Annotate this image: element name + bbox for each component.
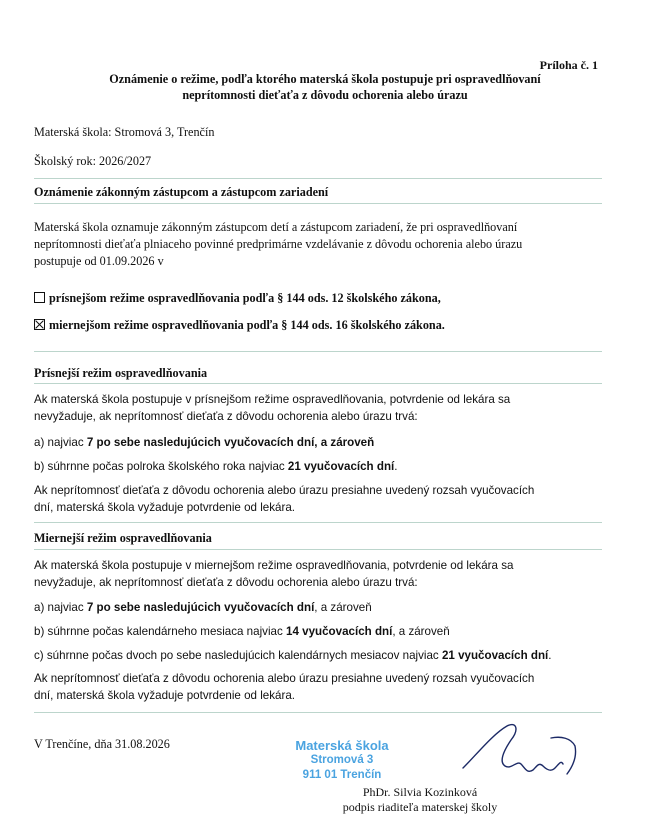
mild-intro-line-1: Ak materská škola postupuje v miernejšom režime ospravedlňovania, potvrdenie od lekára sa <box>34 559 514 572</box>
unchecked-checkbox-icon <box>34 292 45 303</box>
place-date: V Trenčíne, dňa 31.08.2026 <box>34 737 170 751</box>
strict-intro-line-1: Ak materská škola postupuje v prísnejšom režime ospravedlňovania, potvrdenie od lekára sa <box>34 393 511 406</box>
mild-item-c: c) súhrnne počas dvoch po sebe nasledujúcich kalendárnych mesiacov najviac 21 vyučovacích dní. <box>34 649 552 662</box>
strict-item-b: b) súhrnne počas polroka školského roka najviac 21 vyučovacích dní. <box>34 460 398 473</box>
attachment-label: Príloha č. 1 <box>539 58 598 72</box>
divider <box>34 712 602 713</box>
school-line: Materská škola: Stromová 3, Trenčín <box>34 125 215 139</box>
option-mild-label: miernejšom režime ospravedlňovania podľa § 144 ods. 16 školského zákona. <box>49 318 445 332</box>
notice-heading: Oznámenie zákonným zástupcom a zástupcom zariadení <box>34 185 329 199</box>
mild-item-b: b) súhrnne počas kalendárneho mesiaca najviac 14 vyučovacích dní, a zároveň <box>34 625 450 638</box>
mild-intro-line-2: nevyžaduje, ak neprítomnosť dieťaťa z dôvodu ochorenia alebo úrazu trvá: <box>34 576 418 589</box>
title-line-1: Oznámenie o režime, podľa ktorého materská škola postupuje pri ospravedlňovaní <box>109 72 541 86</box>
stamp-line-1: Materská škola <box>295 738 389 753</box>
handwritten-signature-icon <box>455 716 585 786</box>
strict-intro <box>34 391 614 425</box>
mild-closing-line-1: Ak neprítomnosť dieťaťa z dôvodu ochorenia alebo úrazu presiahne uvedený rozsah vyučovacích <box>34 672 535 685</box>
mild-item-a: a) najviac 7 po sebe nasledujúcich vyučovacích dní, a zároveň <box>34 601 372 614</box>
strict-heading: Prísnejší režim ospravedlňovania <box>34 366 208 380</box>
stamp-line-3: 911 01 Trenčín <box>302 769 382 781</box>
divider <box>34 522 602 523</box>
strict-closing-line-2: dní, materská škola vyžaduje potvrdenie od lekára. <box>34 501 296 514</box>
strict-closing <box>34 482 614 516</box>
mild-intro <box>34 557 614 591</box>
strict-closing-line-1: Ak neprítomnosť dieťaťa z dôvodu ochorenia alebo úrazu presiahne uvedený rozsah vyučovacích <box>34 484 535 497</box>
stamp-line-2: Stromová 3 <box>310 754 374 766</box>
notice-line-1: Materská škola oznamuje zákonným zástupcom detí a zástupcom zariadení, že pri ospravedlňovaní <box>34 220 518 234</box>
notice-line-2: neprítomnosti dieťaťa plniaceho povinné predprimárne vzdelávanie z dôvodu ochorenia alebo úrazu <box>34 237 523 251</box>
notice-line-3: postupuje od 01.09.2026 v <box>34 254 164 268</box>
option-strict <box>34 291 441 306</box>
option-mild <box>34 318 445 333</box>
checked-checkbox-icon <box>34 319 45 330</box>
signer-name: PhDr. Silvia Kozinková <box>362 785 478 799</box>
signer-role: podpis riaditeľa materskej školy <box>342 800 498 814</box>
school-stamp <box>282 738 402 783</box>
title-line-2: neprítomnosti dieťaťa z dôvodu ochorenia alebo úrazu <box>182 88 468 102</box>
mild-heading: Miernejší režim ospravedlňovania <box>34 531 212 545</box>
divider <box>34 383 602 384</box>
notice-paragraph <box>34 219 614 270</box>
strict-intro-line-2: nevyžaduje, ak neprítomnosť dieťaťa z dôvodu ochorenia alebo úrazu trvá: <box>34 410 418 423</box>
divider <box>34 203 602 204</box>
document-title <box>40 71 610 103</box>
strict-item-a: a) najviac 7 po sebe nasledujúcich vyučovacích dní, a zároveň <box>34 436 375 449</box>
school-year-line: Školský rok: 2026/2027 <box>34 154 152 168</box>
mild-closing-line-2: dní, materská škola vyžaduje potvrdenie od lekára. <box>34 689 296 702</box>
option-strict-label: prísnejšom režime ospravedlňovania podľa § 144 ods. 12 školského zákona, <box>49 291 441 305</box>
mild-closing <box>34 670 614 704</box>
signer-block <box>320 785 520 815</box>
divider <box>34 351 602 352</box>
divider <box>34 178 602 179</box>
divider <box>34 549 602 550</box>
